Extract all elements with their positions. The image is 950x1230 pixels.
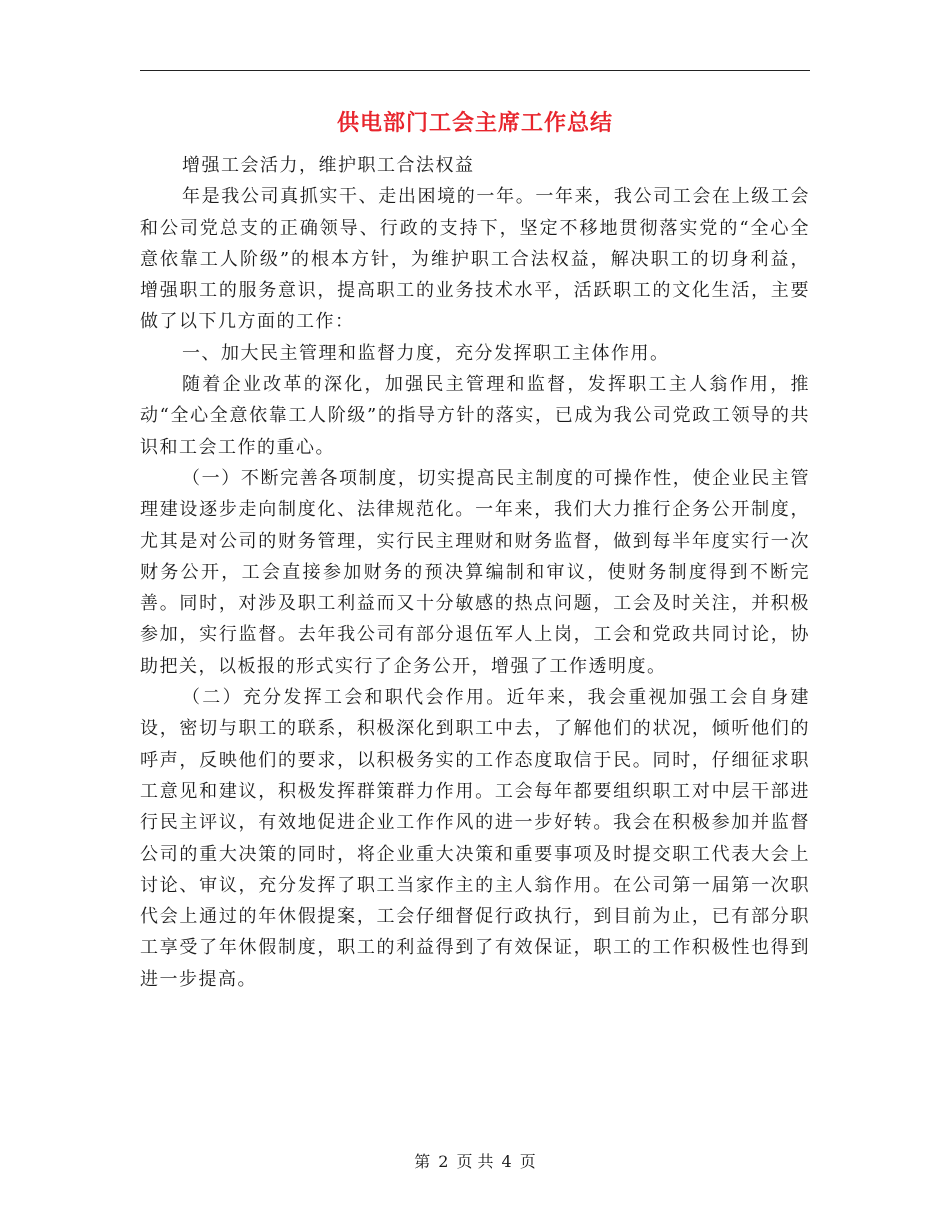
body-paragraph: （一）不断完善各项制度，切实提高民主制度的可操作性，使企业民主管理建设逐步走向制度化、法律规范化。一年来，我们大力推行企务公开制度，尤其是对公司的财务管理，实行民主理财和财务监督，做到每半年度实行一次财务公开，工会直接参加财务的预决算编制和审议，使财务制度得到不断完善。同时，对涉及职工利益而又十分敏感的热点问题，工会及时关注，并积极参加，实行监督。去年我公司有部分退伍军人上岗，工会和党政共同讨论，协助把关，以板报的形式实行了企务公开，增强了工作透明度。 (140, 467, 810, 677)
page-footer (0, 1150, 950, 1174)
page-label-suffix: 页 (519, 1152, 536, 1171)
current-page-number: 2 (438, 1152, 449, 1171)
subtitle-paragraph: 增强工会活力，维护职工合法权益 (182, 155, 475, 176)
body-paragraph: （二）充分发挥工会和职代会作用。近年来，我会重视加强工会自身建设，密切与职工的联系，积极深化到职工中去，了解他们的状况，倾听他们的呼声，反映他们的要求，以积极务实的工作态度取信于民。同时，仔细征求职工意见和建议，积极发挥群策群力作用。工会每年都要组织职工对中层干部进行民主评议，有效地促进企业工作作风的进一步好转。我会在积极参加并监督公司的重大决策的同时，将企业重大决策和重要事项及时提交职工代表大会上讨论、审议，充分发挥了职工当家作主的主人翁作用。在公司第一届第一次职代会上通过的年休假提案，工会仔细督促行政执行，到目前为止，已有部分职工享受了年休假制度，职工的利益得到了有效保证，职工的工作积极性也得到进一步提高。 (140, 687, 810, 990)
intro-paragraph: 年是我公司真抓实干、走出困境的一年。一年来，我公司工会在上级工会和公司党总支的正确领导、行政的支持下，坚定不移地贯彻落实党的“全心全意依靠工人阶级”的根本方针，为维护职工合法权益，解决职工的切身利益，增强职工的服务意识，提高职工的业务技术水平，活跃职工的文化生活，主要做了以下几方面的工作： (140, 186, 810, 333)
section-heading-1: 一、加大民主管理和监督力度，充分发挥职工主体作用。 (182, 342, 670, 364)
page-label-prefix: 第 (414, 1152, 431, 1171)
header-rule (140, 70, 810, 71)
total-pages-number: 4 (501, 1152, 512, 1171)
body-paragraph: 随着企业改革的深化，加强民主管理和监督，发挥职工主人翁作用，推动“全心全意依靠工人阶级”的指导方针的落实，已成为我公司党政工领导的共识和工会工作的重心。 (140, 374, 810, 458)
document-title: 供电部门工会主席工作总结 (336, 111, 613, 136)
document-body (140, 150, 810, 995)
page-label-mid: 页 共 (456, 1152, 494, 1171)
